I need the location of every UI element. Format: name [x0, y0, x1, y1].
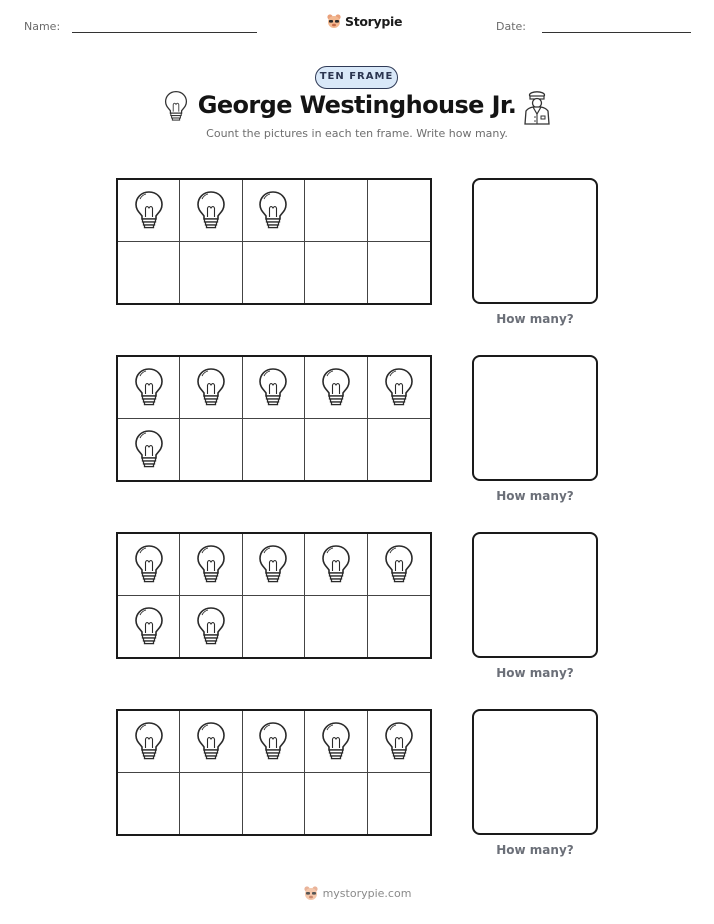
bear-icon	[326, 13, 342, 29]
lightbulb-icon	[321, 542, 351, 586]
lightbulb-icon	[384, 542, 414, 586]
ten-frame-cell	[180, 596, 242, 658]
engineer-uniform-icon	[520, 90, 554, 126]
worksheet-title: George Westinghouse Jr.	[197, 91, 517, 119]
ten-frame-cell	[243, 357, 305, 419]
ten-frame-row-2	[0, 355, 714, 515]
lightbulb-icon	[384, 365, 414, 409]
ten-frame-cell	[368, 180, 430, 242]
lightbulb-icon	[196, 365, 226, 409]
ten-frame-cell	[118, 534, 180, 596]
ten-frame-cell	[243, 180, 305, 242]
ten-frame-cell	[118, 596, 180, 658]
ten-frame-cell	[118, 419, 180, 481]
lightbulb-icon	[321, 365, 351, 409]
ten-frame-cell	[368, 419, 430, 481]
ten-frame-cell	[368, 534, 430, 596]
ten-frame-cell	[368, 711, 430, 773]
how-many-label: How many?	[496, 489, 574, 503]
ten-frame-cell	[305, 419, 367, 481]
lightbulb-icon	[258, 719, 288, 763]
lightbulb-icon	[258, 365, 288, 409]
how-many-label: How many?	[496, 312, 574, 326]
date-label: Date:	[496, 20, 526, 33]
footer-site: mystorypie.com	[322, 886, 412, 900]
ten-frame-row-3	[0, 532, 714, 692]
lightbulb-icon	[196, 188, 226, 232]
ten-frame-cell	[243, 534, 305, 596]
ten-frame-cell	[305, 534, 367, 596]
ten-frame-cell	[305, 711, 367, 773]
ten-frame-row-1	[0, 178, 714, 338]
name-label: Name:	[24, 20, 61, 33]
ten-frame-cell	[305, 357, 367, 419]
ten-frame-row-4	[0, 709, 714, 869]
lightbulb-icon	[258, 542, 288, 586]
ten-frame-cell	[180, 419, 242, 481]
answer-box[interactable]	[472, 355, 598, 481]
ten-frame-cell	[305, 180, 367, 242]
footer	[0, 885, 714, 901]
ten-frame-cell	[180, 534, 242, 596]
bear-icon	[303, 885, 319, 901]
lightbulb-icon	[134, 542, 164, 586]
answer-box[interactable]	[472, 532, 598, 658]
lightbulb-icon	[321, 719, 351, 763]
ten-frame	[116, 178, 432, 305]
lightbulb-icon	[384, 719, 414, 763]
ten-frame-cell	[305, 242, 367, 304]
lightbulb-icon	[258, 188, 288, 232]
brand-logo	[326, 13, 402, 29]
ten-frame-cell	[243, 596, 305, 658]
ten-frame	[116, 355, 432, 482]
lightbulb-icon	[134, 365, 164, 409]
date-line[interactable]	[542, 32, 691, 33]
answer-box[interactable]	[472, 178, 598, 304]
ten-frame-cell	[305, 773, 367, 835]
ten-frame-cell	[180, 773, 242, 835]
ten-frame-cell	[368, 242, 430, 304]
ten-frame-cell	[243, 419, 305, 481]
ten-frame-cell	[368, 357, 430, 419]
lightbulb-icon	[134, 188, 164, 232]
ten-frame-cell	[243, 773, 305, 835]
ten-frame	[116, 532, 432, 659]
worksheet-instructions: Count the pictures in each ten frame. Write how many.	[206, 127, 508, 140]
ten-frame-cell	[180, 357, 242, 419]
ten-frame-cell	[118, 180, 180, 242]
lightbulb-icon	[134, 427, 164, 471]
ten-frame-cell	[243, 242, 305, 304]
ten-frame-cell	[118, 357, 180, 419]
ten-frame-cell	[368, 773, 430, 835]
ten-frame-cell	[118, 711, 180, 773]
ten-frame-cell	[180, 242, 242, 304]
ten-frame-cell	[180, 711, 242, 773]
lightbulb-icon	[134, 604, 164, 648]
ten-frame-cell	[118, 773, 180, 835]
ten-frame-cell	[243, 711, 305, 773]
answer-box[interactable]	[472, 709, 598, 835]
name-line[interactable]	[72, 32, 257, 33]
ten-frame	[116, 709, 432, 836]
brand-name: Storypie	[345, 13, 403, 29]
how-many-label: How many?	[496, 843, 574, 857]
worksheet-type-badge: TEN FRAME	[315, 66, 398, 89]
ten-frame-cell	[180, 180, 242, 242]
lightbulb-icon	[196, 604, 226, 648]
how-many-label: How many?	[496, 666, 574, 680]
lightbulb-icon	[134, 719, 164, 763]
ten-frame-cell	[368, 596, 430, 658]
ten-frame-cell	[118, 242, 180, 304]
lightbulb-icon	[196, 542, 226, 586]
lightbulb-icon	[196, 719, 226, 763]
ten-frame-cell	[305, 596, 367, 658]
